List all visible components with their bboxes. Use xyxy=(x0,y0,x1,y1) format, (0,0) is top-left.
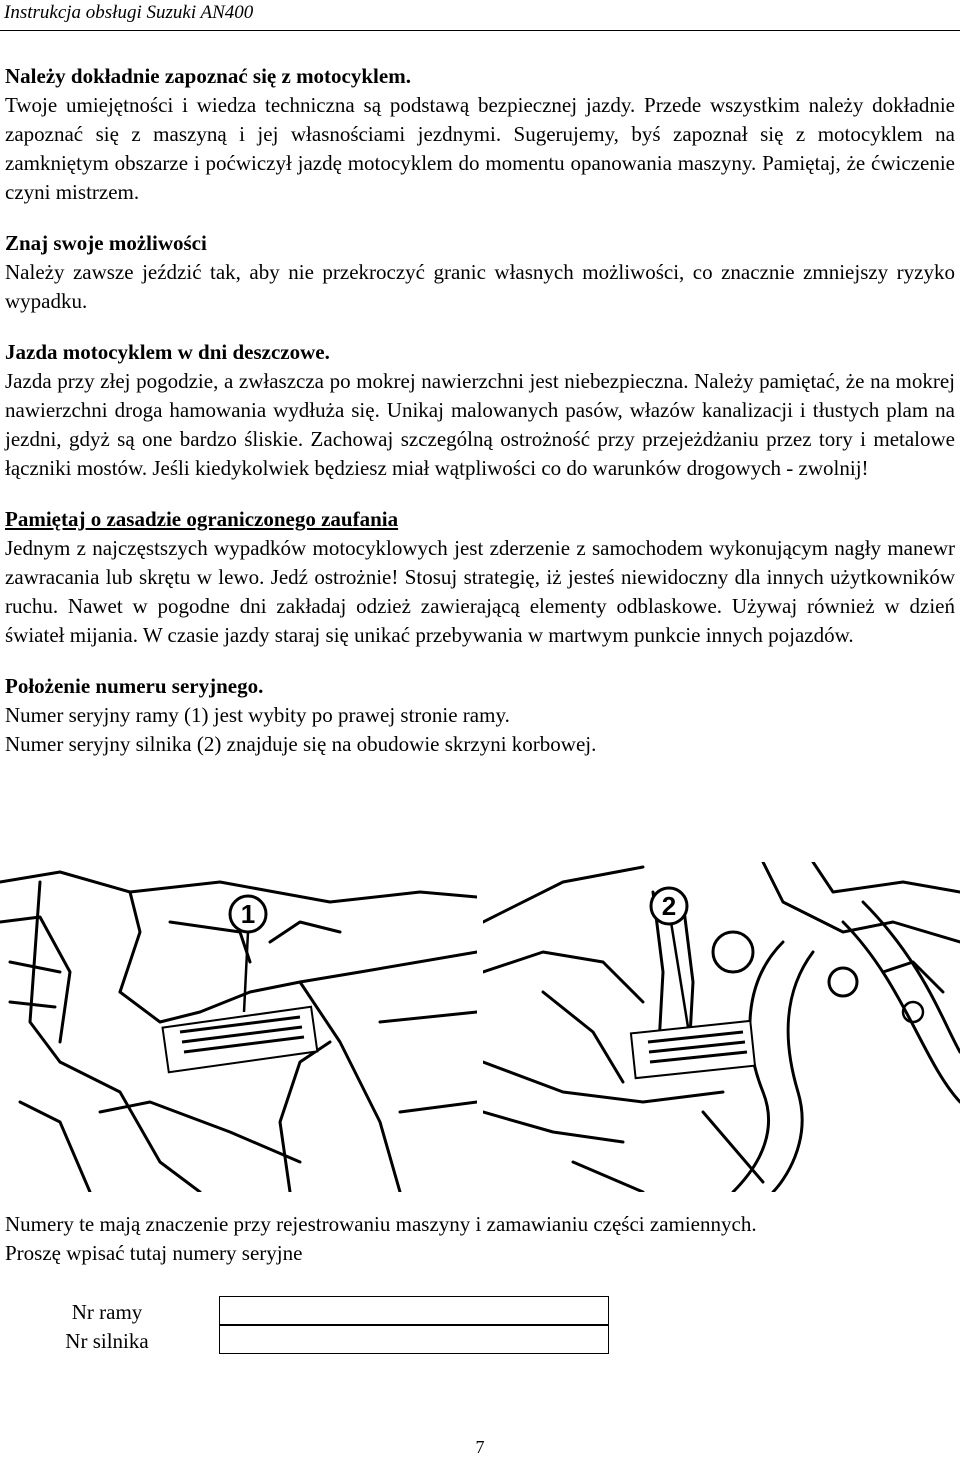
engine-number-field[interactable] xyxy=(219,1325,609,1354)
engine-number-label: Nr silnika xyxy=(65,1329,149,1353)
section-paragraph: Jednym z najczęstszych wypadków motocyklowych jest zderzenie z samochodem wykonującym nagły manewr zawracania lub skrętu w lewo. Jedź ostrożnie! Stosuj strategię, iż jesteś niewidoczny dla innych użytkowników ruchu. Nawet w pogodne dni zakładaj odzież zawierającą elementy odblaskowe. Używaj również w dzień świateł mijania. W czasie jazdy staraj się unikać przebywania w martwym punkcie innych pojazdów. xyxy=(5,536,955,647)
frame-serial-line: Numer seryjny ramy (1) jest wybity po prawej stronie ramy. xyxy=(5,703,510,727)
section-heading: Znaj swoje możliwości xyxy=(5,231,207,255)
section-rain xyxy=(5,338,955,483)
serial-number-form xyxy=(0,1296,960,1360)
section-serial-location xyxy=(5,672,955,759)
serial-note xyxy=(5,1210,955,1268)
engine-serial-illustration xyxy=(483,862,960,1192)
section-paragraph: Jazda przy złej pogodzie, a zwłaszcza po mokrej nawierzchni jest niebezpieczna. Należy pamiętać, że na mokrej nawierzchni droga hamowania wydłuża się. Unikaj malowanych pasów, włazów kanalizacji i tłustych plam na jezdni, gdyż są one bardzo śliskie. Zachowaj szczególną ostrożność przy przejeżdżaniu przez tory i metalowe łączniki mostów. Jeśli kiedykolwiek będziesz miał wątpliwości co do warunków drogowych - zwolnij! xyxy=(5,369,955,480)
engine-serial-line: Numer seryjny silnika (2) znajduje się na obudowie skrzyni korbowej. xyxy=(5,732,597,756)
section-paragraph: Należy zawsze jeździć tak, aby nie przekroczyć granic własnych możliwości, co znacznie zmniejszy ryzyko wypadku. xyxy=(5,260,955,313)
section-heading: Położenie numeru seryjnego. xyxy=(5,674,264,698)
callout-number: 2 xyxy=(661,891,677,921)
section-limited-trust xyxy=(5,505,955,650)
page-number: 7 xyxy=(475,1437,485,1457)
serial-number-figures xyxy=(0,862,960,1192)
section-abilities xyxy=(5,229,955,316)
registration-note: Numery te mają znaczenie przy rejestrowaniu maszyny i zamawianiu części zamiennych. xyxy=(5,1212,757,1236)
engine-serial-drawing xyxy=(483,862,960,1192)
section-heading: Pamiętaj o zasadzie ograniczonego zaufania xyxy=(5,507,399,531)
frame-number-field[interactable] xyxy=(219,1296,609,1325)
enter-serial-prompt: Proszę wpisać tutaj numery seryjne xyxy=(5,1241,303,1265)
section-familiarize xyxy=(5,62,955,207)
section-heading: Jazda motocyklem w dni deszczowe. xyxy=(5,340,330,364)
document-body xyxy=(5,62,955,781)
frame-serial-illustration xyxy=(0,862,477,1192)
page-header xyxy=(0,0,960,31)
callout-number: 1 xyxy=(240,899,256,929)
frame-serial-drawing xyxy=(0,862,477,1192)
frame-number-label: Nr ramy xyxy=(71,1300,143,1324)
section-paragraph: Twoje umiejętności i wiedza techniczna są podstawą bezpiecznej jazdy. Przede wszystkim należy dokładnie zapoznać się z maszyną i jej własnościami jezdnymi. Sugerujemy, byś zapoznał się z motocyklem na zamkniętym obszarze i poćwiczył jazdę motocyklem do momentu opanowania maszyny. Pamiętaj, że ćwiczenie czyni mistrzem. xyxy=(5,93,955,204)
header-title: Instrukcja obsługi Suzuki AN400 xyxy=(4,2,254,23)
section-heading: Należy dokładnie zapoznać się z motocyklem. xyxy=(5,64,411,88)
